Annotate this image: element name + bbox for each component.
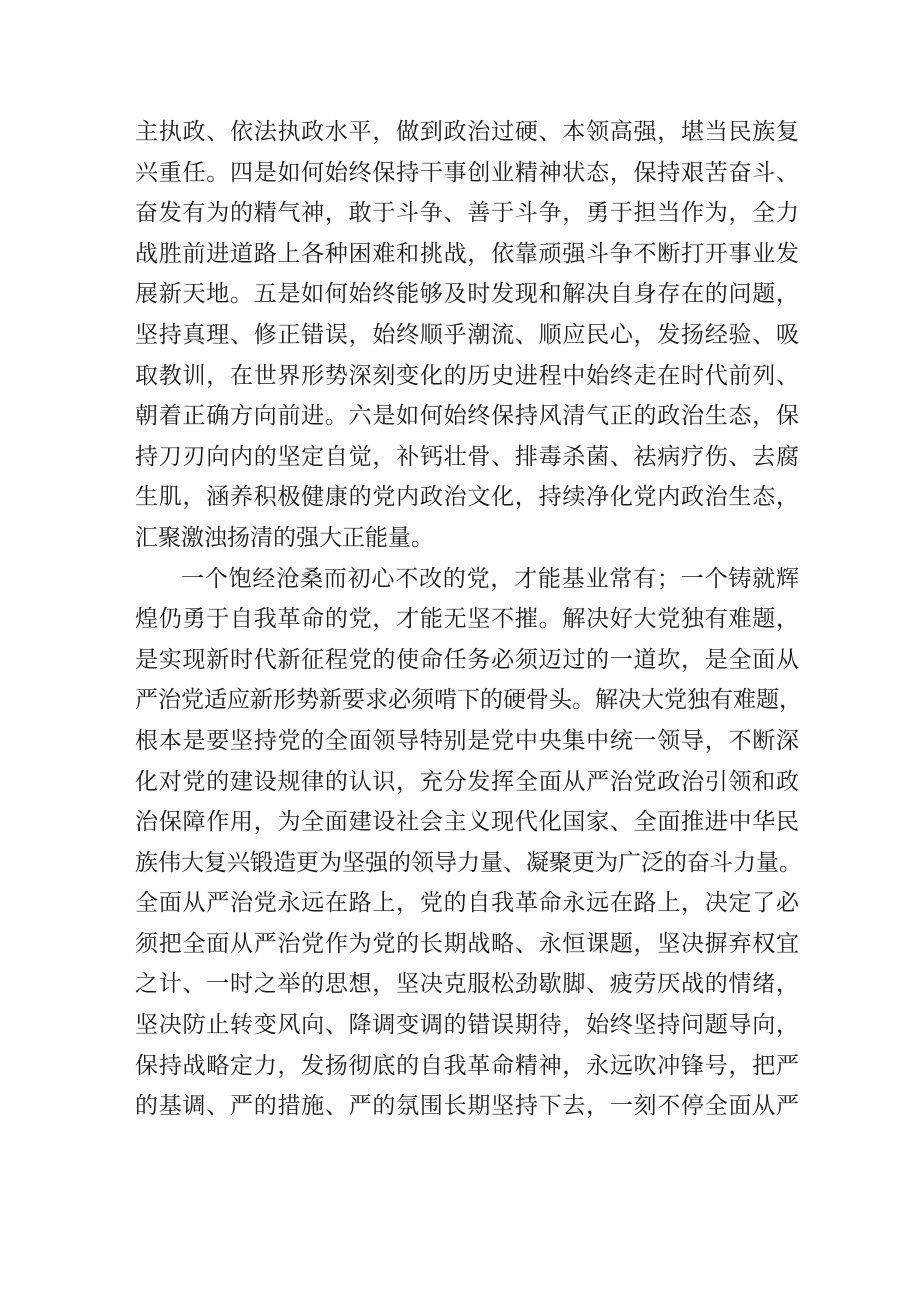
body-text	[135, 112, 802, 1127]
text-line-13: 煌仍勇于自我革命的党，才能无坚不摧。解决好大党独有难题，	[135, 606, 799, 633]
text-line-14: 是实现新时代新征程党的使命任务必须迈过的一道坎，是全面从	[135, 646, 799, 673]
text-line-25: 的基调、严的措施、严的氛围长期坚持下去，一刻不停全面从严	[135, 1093, 799, 1120]
text-line-5: 展新天地。五是如何始终能够及时发现和解决自身存在的问题，	[135, 281, 799, 308]
text-line-21: 须把全面从严治党作为党的长期战略、永恒课题，坚决摒弃权宜	[135, 930, 799, 957]
text-line-9: 持刀刃向内的坚定自觉，补钙壮骨、排毒杀菌、祛病疗伤、去腐	[135, 443, 799, 470]
text-line-11: 汇聚激浊扬清的强大正能量。	[135, 524, 434, 551]
text-line-24: 保持战略定力，发扬彻底的自我革命精神，永远吹冲锋号，把严	[135, 1052, 799, 1079]
text-line-16: 根本是要坚持党的全面领导特别是党中央集中统一领导，不断深	[135, 727, 799, 754]
text-line-3: 奋发有为的精气神，敢于斗争、善于斗争，勇于担当作为，全力	[135, 200, 799, 227]
text-line-1: 主执政、依法执政水平，做到政治过硬、本领高强，堪当民族复	[135, 119, 799, 145]
text-line-22: 之计、一时之举的思想，坚决克服松劲歇脚、疲劳厌战的情绪，	[135, 971, 799, 998]
text-line-7: 取教训，在世界形势深刻变化的历史进程中始终走在时代前列、	[135, 362, 799, 389]
text-line-15: 严治党适应新形势新要求必须啃下的硬骨头。解决大党独有难题，	[135, 687, 802, 714]
text-line-18: 治保障作用，为全面建设社会主义现代化国家、全面推进中华民	[135, 809, 799, 836]
text-line-19: 族伟大复兴锻造更为坚强的领导力量、凝聚更为广泛的奋斗力量。	[135, 849, 802, 876]
text-line-10: 生肌，涵养积极健康的党内政治文化，持续净化党内政治生态，	[135, 484, 799, 511]
text-line-4: 战胜前进道路上各种困难和挑战，依靠顽强斗争不断打开事业发	[135, 240, 799, 267]
text-line-2: 兴重任。四是如何始终保持干事创业精神状态，保持艰苦奋斗、	[135, 159, 799, 186]
text-line-6: 坚持真理、修正错误，始终顺乎潮流、顺应民心，发扬经验、吸	[135, 321, 799, 348]
text-line-23: 坚决防止转变风向、降调变调的错误期待，始终坚持问题导向，	[135, 1012, 799, 1039]
text-line-20: 全面从严治党永远在路上，党的自我革命永远在路上，决定了必	[135, 890, 799, 917]
text-line-12: 一个饱经沧桑而初心不改的党，才能基业常有；一个铸就辉	[181, 565, 799, 592]
text-line-8: 朝着正确方向前进。六是如何始终保持风清气正的政治生态，保	[135, 403, 799, 430]
text-line-17: 化对党的建设规律的认识，充分发挥全面从严治党政治引领和政	[135, 768, 799, 795]
